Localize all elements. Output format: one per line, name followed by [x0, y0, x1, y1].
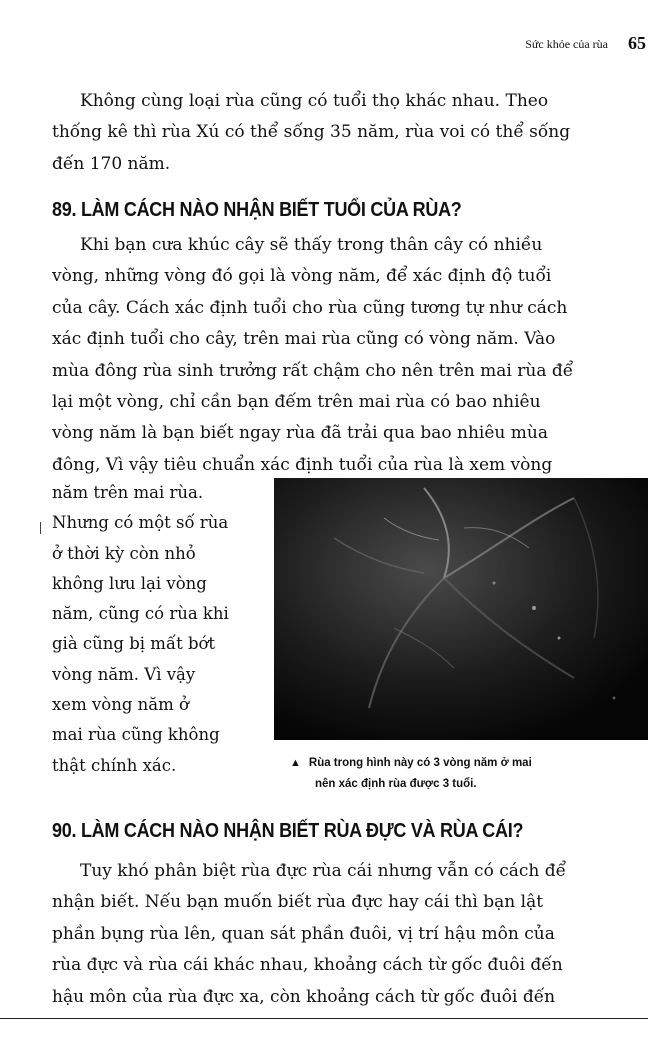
text-line: của cây. Cách xác định tuổi cho rùa cũng tương tự như cách [52, 297, 568, 318]
text-line: xác định tuổi cho cây, trên mai rùa cũng có vòng năm. Vào [52, 329, 556, 350]
caption-line-1: Rùa trong hình này có 3 vòng năm ở mai [308, 757, 532, 769]
text-line: năm trên mai rùa. [52, 483, 204, 502]
text-line: già cũng bị mất bớt [52, 634, 216, 654]
text-line: Khi bạn cưa khúc cây sẽ thấy trong thân cây có nhiều [80, 235, 543, 255]
page-header [0, 34, 648, 54]
text-line: đến 170 năm. [52, 153, 171, 174]
text-line: Tuy khó phân biệt rùa đực rùa cái nhưng vẫn có cách để [80, 861, 567, 881]
text-line: vòng năm. Vì vậy [52, 664, 196, 684]
text-line: đông, Vì vậy tiêu chuẩn xác định tuổi của rùa là xem vòng [52, 454, 553, 475]
triangle-marker-icon: ▲ [290, 757, 301, 769]
text-line: không lưu lại vòng [52, 573, 207, 593]
section-90-heading: 90. LÀM CÁCH NÀO NHẬN BIẾT RÙA ĐỰC VÀ RÙA CÁI? [52, 820, 524, 842]
section-89-heading: 89. LÀM CÁCH NÀO NHẬN BIẾT TUỔI CỦA RÙA? [52, 199, 462, 221]
text-line: Không cùng loại rùa cũng có tuổi thọ khác nhau. Theo [80, 91, 549, 111]
section-90-paragraph [52, 856, 648, 1013]
section-89-paragraph [52, 230, 648, 481]
text-line: nhận biết. Nếu bạn muốn biết rùa đực hay cái thì bạn lật [52, 892, 544, 913]
text-line: thật chính xác. [52, 755, 177, 775]
text-line: vòng năm là bạn biết ngay rùa đã trải qua bao nhiêu mùa [52, 423, 548, 444]
text-line: năm, cũng có rùa khi [52, 604, 229, 624]
turtle-shell-illustration [274, 478, 648, 740]
text-line: mùa đông rùa sinh trưởng rất chậm cho nên trên mai rùa để [52, 360, 574, 381]
text-line: ở thời kỳ còn nhỏ [52, 543, 196, 563]
intro-paragraph [52, 86, 648, 180]
margin-mark [40, 522, 41, 534]
text-line: thống kê thì rùa Xú có thể sống 35 năm, rùa voi có thể sống [52, 122, 571, 143]
running-title: Sức khỏe của rùa [525, 37, 608, 51]
turtle-photo [274, 478, 648, 740]
text-line: rùa đực và rùa cái khác nhau, khoảng cách từ gốc đuôi đến [52, 955, 563, 976]
text-line: Nhưng có một số rùa [52, 513, 229, 533]
caption-line-2: nên xác định rùa được 3 tuổi. [315, 778, 477, 790]
text-line: lại một vòng, chỉ cần bạn đếm trên mai rùa có bao nhiêu [52, 392, 541, 413]
text-line: hậu môn của rùa đực xa, còn khoảng cách từ gốc đuôi đến [52, 986, 556, 1007]
text-line: xem vòng năm ở [52, 695, 189, 715]
section-89-wrapped-text [52, 478, 264, 781]
text-line: mai rùa cũng không [52, 725, 220, 745]
bottom-rule [0, 1018, 648, 1019]
text-line: phần bụng rùa lên, quan sát phần đuôi, vị trí hậu môn của [52, 923, 555, 944]
page-number: 65 [628, 33, 646, 53]
text-line: vòng, những vòng đó gọi là vòng năm, để xác định độ tuổi [52, 266, 552, 287]
photo-caption [290, 753, 648, 795]
